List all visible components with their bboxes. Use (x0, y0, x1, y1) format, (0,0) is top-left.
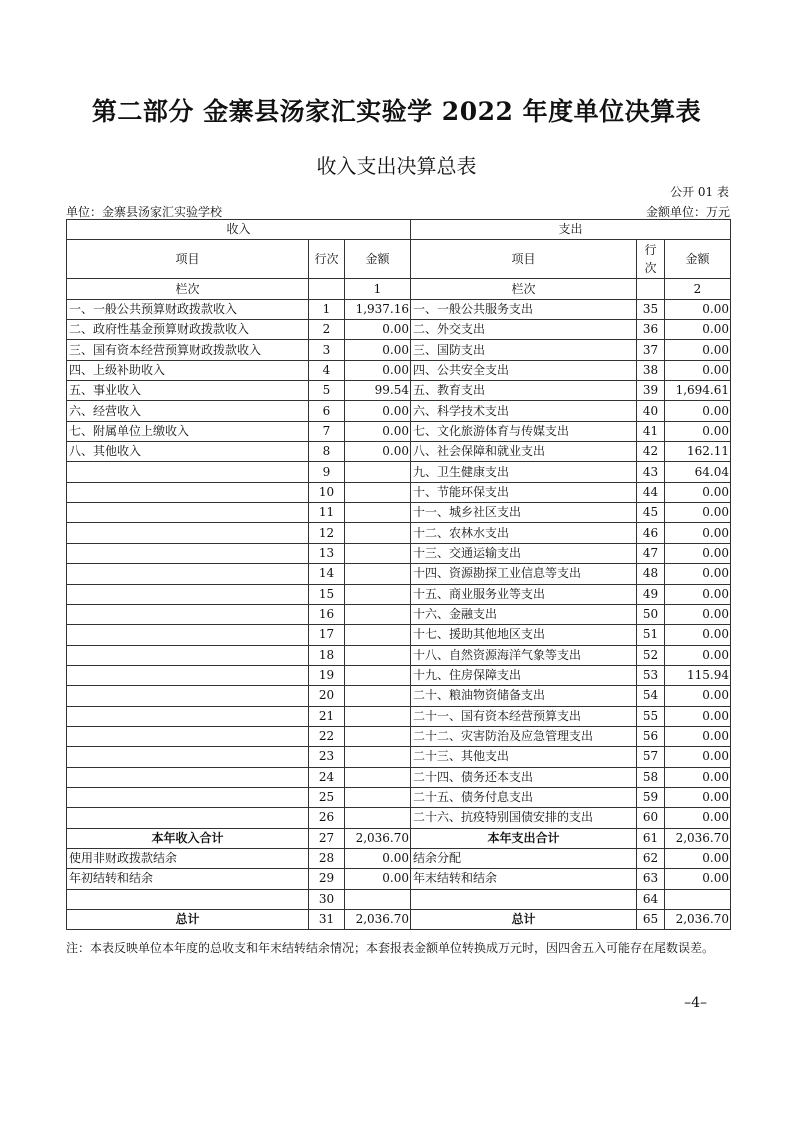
footnote: 注：本表反映单位本年度的总收支和年末结转结余情况；本套报表金额单位转换成万元时，因四舍五入可能存在尾数误差。 (66, 941, 715, 955)
income-expense-table (66, 219, 731, 930)
income-row-no: 6 (309, 401, 345, 421)
income-item (67, 767, 309, 787)
expense-row-no: 47 (637, 543, 665, 563)
income-amount: 0.00 (345, 848, 411, 868)
table-body (67, 299, 731, 930)
expense-row-no: 46 (637, 523, 665, 543)
income-row-no: 25 (309, 787, 345, 807)
income-row-no: 28 (309, 848, 345, 868)
expense-row-no: 49 (637, 584, 665, 604)
income-row-no: 14 (309, 564, 345, 584)
expense-amount: 0.00 (665, 360, 731, 380)
income-item (67, 706, 309, 726)
expense-item: 四、公共安全支出 (411, 360, 637, 380)
income-amount (345, 564, 411, 584)
income-amount (345, 889, 411, 909)
expense-row-no: 62 (637, 848, 665, 868)
table-row (67, 767, 731, 787)
income-row-no: 27 (309, 828, 345, 848)
table-row (67, 686, 731, 706)
expense-amount: 0.00 (665, 584, 731, 604)
expense-item: 二十六、抗疫特别国债安排的支出 (411, 808, 637, 828)
income-row-no: 13 (309, 543, 345, 563)
expense-row-no: 36 (637, 320, 665, 340)
income-item (67, 726, 309, 746)
income-item: 八、其他收入 (67, 442, 309, 462)
expense-item: 十三、交通运输支出 (411, 543, 637, 563)
expense-row-no: 41 (637, 421, 665, 441)
expense-row-no: 53 (637, 665, 665, 685)
expense-amount: 0.00 (665, 604, 731, 624)
income-item-header: 项目 (67, 240, 309, 279)
income-amount (345, 543, 411, 563)
income-row-no: 2 (309, 320, 345, 340)
expense-row-no-header: 行 次 (637, 240, 665, 279)
income-amount: 1,937.16 (345, 299, 411, 319)
expense-amount: 0.00 (665, 625, 731, 645)
table-row (67, 747, 731, 767)
income-amount: 0.00 (345, 401, 411, 421)
total-row (67, 910, 731, 930)
table-row (67, 381, 731, 401)
expense-row-no: 64 (637, 889, 665, 909)
expense-item: 十一、城乡社区支出 (411, 503, 637, 523)
expense-amount: 0.00 (665, 523, 731, 543)
table-row (67, 543, 731, 563)
income-amount (345, 625, 411, 645)
income-item (67, 645, 309, 665)
income-amount (345, 604, 411, 624)
table-row (67, 787, 731, 807)
income-amount (345, 706, 411, 726)
expense-item: 二十三、其他支出 (411, 747, 637, 767)
income-row-no: 29 (309, 869, 345, 889)
table-row (67, 320, 731, 340)
income-item (67, 482, 309, 502)
expense-column-label: 栏次 (411, 279, 637, 299)
income-item: 年初结转和结余 (67, 869, 309, 889)
expense-row-no: 38 (637, 360, 665, 380)
expense-row-no: 50 (637, 604, 665, 624)
table-row (67, 584, 731, 604)
expense-amount: 0.00 (665, 401, 731, 421)
expense-row-no: 54 (637, 686, 665, 706)
expense-amount: 64.04 (665, 462, 731, 482)
expense-row-no: 57 (637, 747, 665, 767)
table-row (67, 299, 731, 319)
expense-amount: 1,694.61 (665, 381, 731, 401)
expense-row-no: 59 (637, 787, 665, 807)
expense-amount: 0.00 (665, 747, 731, 767)
income-row-no: 7 (309, 421, 345, 441)
expense-amount: 0.00 (665, 726, 731, 746)
income-amount (345, 747, 411, 767)
expense-item: 八、社会保障和就业支出 (411, 442, 637, 462)
column-header-row (67, 240, 731, 279)
income-row-no: 8 (309, 442, 345, 462)
expense-row-no: 42 (637, 442, 665, 462)
expense-row-no: 65 (637, 910, 665, 930)
income-row-no: 5 (309, 381, 345, 401)
expense-item: 十五、商业服务业等支出 (411, 584, 637, 604)
expense-amount: 0.00 (665, 808, 731, 828)
table-row (67, 523, 731, 543)
column-number-row (67, 279, 731, 299)
expense-amount: 0.00 (665, 421, 731, 441)
income-row-no: 22 (309, 726, 345, 746)
income-item (67, 462, 309, 482)
expense-amount: 0.00 (665, 503, 731, 523)
expense-item: 十四、资源勘探工业信息等支出 (411, 564, 637, 584)
income-item (67, 625, 309, 645)
form-code: 公开 01 表 (670, 185, 729, 199)
expense-amount: 2,036.70 (665, 828, 731, 848)
income-column-label: 栏次 (67, 279, 309, 299)
expense-amount: 0.00 (665, 482, 731, 502)
table-row (67, 340, 731, 360)
expense-row-no: 48 (637, 564, 665, 584)
table-row (67, 564, 731, 584)
table-row (67, 625, 731, 645)
expense-section-header: 支出 (411, 220, 731, 240)
expense-item: 十七、援助其他地区支出 (411, 625, 637, 645)
table-title: 收入支出决算总表 (316, 154, 477, 178)
income-row-no: 11 (309, 503, 345, 523)
expense-item: 一、一般公共服务支出 (411, 299, 637, 319)
expense-item (411, 889, 637, 909)
expense-item: 三、国防支出 (411, 340, 637, 360)
expense-item: 五、教育支出 (411, 381, 637, 401)
expense-item: 二十一、国有资本经营预算支出 (411, 706, 637, 726)
expense-amount: 115.94 (665, 665, 731, 685)
expense-column-number: 2 (665, 279, 731, 299)
income-row-no: 30 (309, 889, 345, 909)
income-row-no: 17 (309, 625, 345, 645)
income-amount: 0.00 (345, 421, 411, 441)
income-amount (345, 787, 411, 807)
expense-item: 九、卫生健康支出 (411, 462, 637, 482)
income-item: 六、经营收入 (67, 401, 309, 421)
income-amount (345, 665, 411, 685)
total-row (67, 889, 731, 909)
expense-item: 总计 (411, 910, 637, 930)
income-row-no: 23 (309, 747, 345, 767)
income-amount (345, 523, 411, 543)
income-amount: 0.00 (345, 360, 411, 380)
empty-cell (637, 279, 665, 299)
expense-amount: 0.00 (665, 564, 731, 584)
expense-amount: 0.00 (665, 686, 731, 706)
table-row (67, 442, 731, 462)
income-row-no: 21 (309, 706, 345, 726)
income-item (67, 584, 309, 604)
expense-item: 二十二、灾害防治及应急管理支出 (411, 726, 637, 746)
income-amount: 99.54 (345, 381, 411, 401)
income-row-no: 4 (309, 360, 345, 380)
expense-row-no: 51 (637, 625, 665, 645)
expense-row-no: 39 (637, 381, 665, 401)
expense-row-no: 35 (637, 299, 665, 319)
income-item (67, 747, 309, 767)
income-amount (345, 645, 411, 665)
income-amount: 2,036.70 (345, 910, 411, 930)
section-header-row (67, 220, 731, 240)
income-row-no: 3 (309, 340, 345, 360)
expense-amount: 0.00 (665, 787, 731, 807)
expense-amount: 0.00 (665, 645, 731, 665)
expense-amount: 0.00 (665, 543, 731, 563)
income-item (67, 503, 309, 523)
income-item: 四、上级补助收入 (67, 360, 309, 380)
income-amount (345, 686, 411, 706)
income-item: 三、国有资本经营预算财政拨款收入 (67, 340, 309, 360)
expense-amount (665, 889, 731, 909)
income-item (67, 604, 309, 624)
income-item: 本年收入合计 (67, 828, 309, 848)
income-row-no: 9 (309, 462, 345, 482)
income-row-no-header: 行次 (309, 240, 345, 279)
expense-amount: 0.00 (665, 848, 731, 868)
expense-item: 十、节能环保支出 (411, 482, 637, 502)
income-item (67, 665, 309, 685)
income-item: 五、事业收入 (67, 381, 309, 401)
expense-row-no: 52 (637, 645, 665, 665)
income-item (67, 564, 309, 584)
expense-row-no: 45 (637, 503, 665, 523)
expense-amount-header: 金额 (665, 240, 731, 279)
expense-row-no: 60 (637, 808, 665, 828)
income-amount (345, 462, 411, 482)
expense-item: 七、文化旅游体育与传媒支出 (411, 421, 637, 441)
page-number: –4– (684, 995, 707, 1011)
expense-row-no: 44 (637, 482, 665, 502)
expense-row-no: 56 (637, 726, 665, 746)
income-item (67, 889, 309, 909)
table-row (67, 726, 731, 746)
total-row (67, 869, 731, 889)
income-amount (345, 584, 411, 604)
expense-amount: 0.00 (665, 706, 731, 726)
expense-row-no: 55 (637, 706, 665, 726)
income-item: 二、政府性基金预算财政拨款收入 (67, 320, 309, 340)
unit-label: 单位：金寨县汤家汇实验学校 (66, 205, 223, 219)
expense-item: 结余分配 (411, 848, 637, 868)
expense-amount: 162.11 (665, 442, 731, 462)
income-item: 总计 (67, 910, 309, 930)
table-row (67, 360, 731, 380)
expense-item: 二十五、债务付息支出 (411, 787, 637, 807)
income-row-no: 18 (309, 645, 345, 665)
income-row-no: 16 (309, 604, 345, 624)
expense-item: 年末结转和结余 (411, 869, 637, 889)
table-row (67, 482, 731, 502)
income-row-no: 15 (309, 584, 345, 604)
income-amount: 0.00 (345, 869, 411, 889)
income-item (67, 787, 309, 807)
income-amount (345, 482, 411, 502)
expense-amount: 0.00 (665, 299, 731, 319)
table-row (67, 645, 731, 665)
expense-row-no: 63 (637, 869, 665, 889)
income-amount (345, 503, 411, 523)
income-item (67, 523, 309, 543)
table-row (67, 808, 731, 828)
income-amount: 2,036.70 (345, 828, 411, 848)
income-row-no: 31 (309, 910, 345, 930)
empty-cell (309, 279, 345, 299)
expense-item: 十八、自然资源海洋气象等支出 (411, 645, 637, 665)
income-column-number: 1 (345, 279, 411, 299)
income-row-no: 1 (309, 299, 345, 319)
income-amount (345, 767, 411, 787)
expense-item: 二、外交支出 (411, 320, 637, 340)
income-amount (345, 808, 411, 828)
expense-item: 十六、金融支出 (411, 604, 637, 624)
table-row (67, 604, 731, 624)
document-title: 第二部分 金寨县汤家汇实验学 2022 年度单位决算表 (91, 97, 702, 126)
income-row-no: 24 (309, 767, 345, 787)
income-amount-header: 金额 (345, 240, 411, 279)
income-item: 一、一般公共预算财政拨款收入 (67, 299, 309, 319)
expense-amount: 0.00 (665, 869, 731, 889)
income-amount (345, 726, 411, 746)
expense-item: 二十四、债务还本支出 (411, 767, 637, 787)
table-row (67, 401, 731, 421)
expense-item: 二十、粮油物资储备支出 (411, 686, 637, 706)
expense-amount: 0.00 (665, 320, 731, 340)
expense-item: 六、科学技术支出 (411, 401, 637, 421)
income-amount: 0.00 (345, 320, 411, 340)
income-item: 七、附属单位上缴收入 (67, 421, 309, 441)
income-row-no: 26 (309, 808, 345, 828)
income-item: 使用非财政拨款结余 (67, 848, 309, 868)
expense-item: 本年支出合计 (411, 828, 637, 848)
expense-row-no: 61 (637, 828, 665, 848)
expense-item-header: 项目 (411, 240, 637, 279)
table-row (67, 665, 731, 685)
total-row (67, 848, 731, 868)
income-row-no: 12 (309, 523, 345, 543)
income-amount: 0.00 (345, 340, 411, 360)
income-row-no: 10 (309, 482, 345, 502)
amount-unit: 金额单位：万元 (645, 205, 730, 219)
income-row-no: 20 (309, 686, 345, 706)
expense-amount: 2,036.70 (665, 910, 731, 930)
table-row (67, 421, 731, 441)
total-row (67, 828, 731, 848)
income-row-no: 19 (309, 665, 345, 685)
expense-row-no: 43 (637, 462, 665, 482)
expense-row-no: 58 (637, 767, 665, 787)
expense-item: 十九、住房保障支出 (411, 665, 637, 685)
income-section-header: 收入 (67, 220, 411, 240)
income-item (67, 543, 309, 563)
income-item (67, 686, 309, 706)
expense-amount: 0.00 (665, 340, 731, 360)
expense-amount: 0.00 (665, 767, 731, 787)
table-row (67, 706, 731, 726)
expense-row-no: 37 (637, 340, 665, 360)
income-amount: 0.00 (345, 442, 411, 462)
expense-item: 十二、农林水支出 (411, 523, 637, 543)
table-row (67, 462, 731, 482)
income-item (67, 808, 309, 828)
expense-row-no: 40 (637, 401, 665, 421)
table-row (67, 503, 731, 523)
